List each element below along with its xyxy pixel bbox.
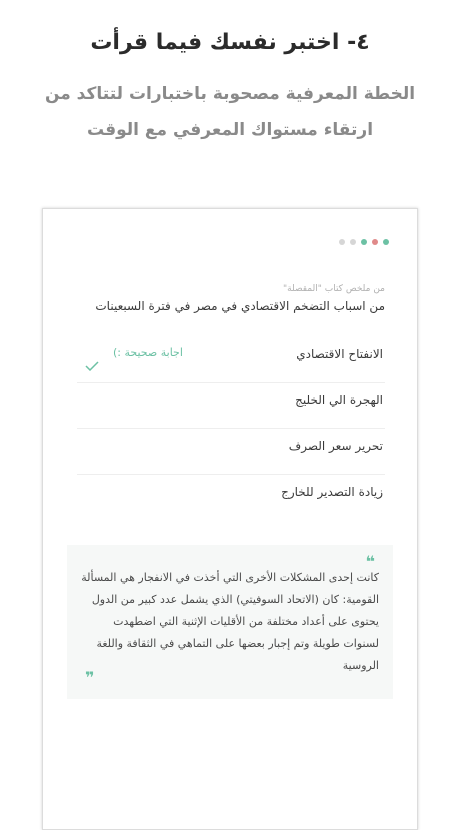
quote-open-icon: ❝ [365,552,375,571]
quote-text: كانت إحدى المشكلات الأخرى التي أخذت في الانفجار هي المسألة القومية: كان (الاتحاد السوفيتي) الذي يشمل عدد كبير من الدول يحتوى على أعداد مختلفة من الأقليات الإثنية التي اضطهدت لسنوات طويلة وتم إجبار بعضها على التماهي في الثقافة واللغة الروسية [81,571,379,672]
progress-dot [350,239,356,245]
answer-label: تحرير سعر الصرف [288,439,383,453]
correct-feedback-label: اجابة صحيحة :) [113,346,183,359]
book-quote [67,545,393,699]
answer-label: الانفتاح الاقتصادي [296,347,383,361]
quiz-card [42,208,418,830]
progress-dots [339,239,389,245]
answer-list [77,337,385,521]
progress-dot [361,239,367,245]
page-title: ٤- اختبر نفسك فيما قرأت [90,30,370,55]
page-subtitle: الخطة المعرفية مصحوبة باختبارات لتتاكد من ارتقاء مستواك المعرفي مع الوقت [44,84,416,140]
progress-dot [383,239,389,245]
answer-label: الهجرة الي الخليج [295,393,383,407]
answer-option[interactable] [77,337,385,383]
answer-option[interactable] [77,475,385,521]
progress-dot [372,239,378,245]
answer-option[interactable] [77,383,385,429]
question-text: من اسباب التضخم الاقتصادي في مصر في فترة السبعينات [95,299,385,313]
quote-close-icon: ❞ [85,668,95,687]
book-source-label: من ملخص كتاب "المقصلة" [283,284,385,294]
progress-dot [339,239,345,245]
answer-option[interactable] [77,429,385,475]
checkmark-icon [85,361,99,371]
answer-label: زيادة التصدير للخارج [281,485,383,499]
